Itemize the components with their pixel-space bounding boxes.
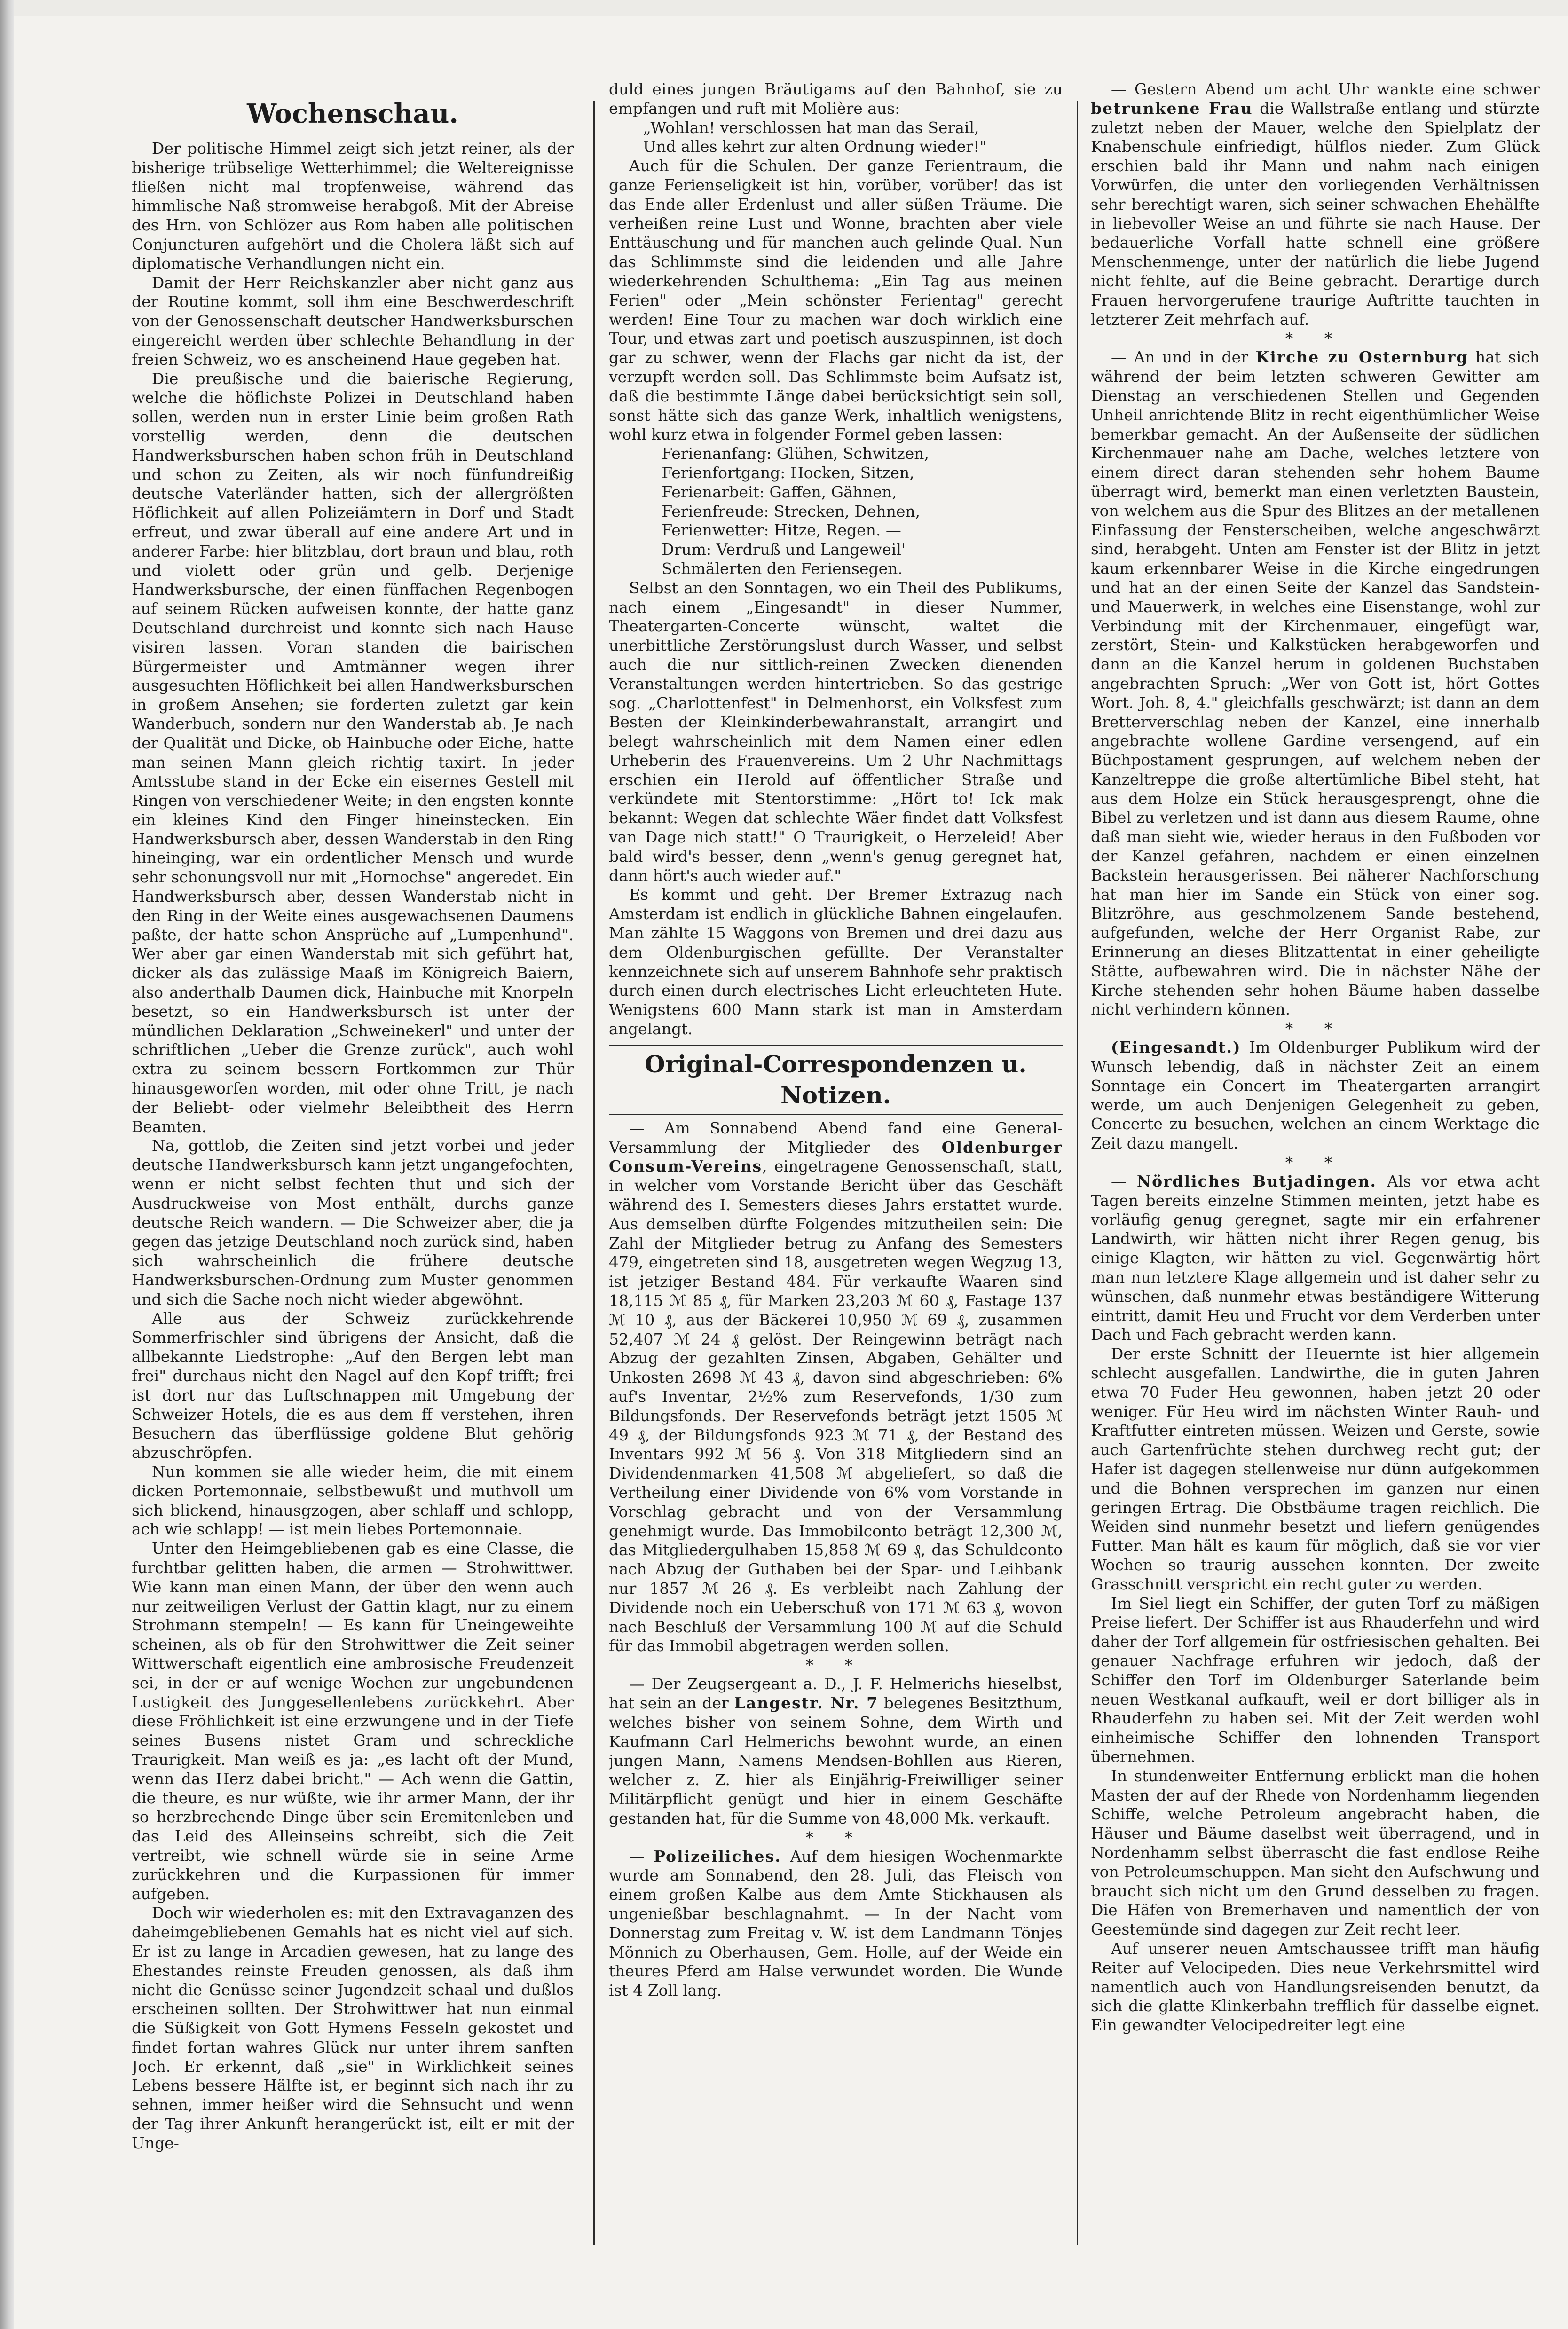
news-item-keyword: Langestr. Nr. 7	[734, 1693, 879, 1712]
article-paragraph: Unter den Heimgebliebenen gab es eine Classe, die furchtbar gelitten haben, die armen — Strohwittwer. Wie kann man einen Mann, der über den wenn auch nur zeitweiligen Verlust der Gattin klagt, nur zu einem Strohmann stempeln! — Es kann für Uneingeweihte scheinen, als ob für den Strohwittwer die Zeit seiner Wittwerschaft eigentlich eine ambrosische Freudenzeit sei, in der er auf wenige Wochen zur ungebundenen Lustigkeit des Junggesellenlebens zurückkehrt. Aber diese Fröhlichkeit ist eine erzwungene und in der Tiefe seines Busens nistet Gram und schreckliche Traurigkeit. Man weiß es ja: „es lacht oft der Mund, wenn das Herz dabei bricht." — Ach wenn die Gattin, die theure, es nur wüßte, wie ihr armer Mann, der ihr so herzbrechende Dinge über sein Eremitenleben und das Leid des Alleinseins schreibt, sich die Zeit vertreibt, wie schnell würde sie in seine Arme zurückkehren und die Kurpassionen für immer aufgeben.	[132, 1539, 574, 1903]
formula-line: Ferienarbeit: Gaffen, Gähnen,	[662, 482, 897, 501]
news-item-lead: — Der Zeugsergeant a. D., J. F. Helmerichs hieselbst, hat sein an der	[609, 1675, 1063, 1712]
article-paragraph: Auf unserer neuen Amtschaussee trifft man häufig Reiter auf Velocipeden. Dies neue Verkehrsmittel wird namentlich auch von Handlungsreisenden benutzt, da sich die glatte Klinkerbahn trefflich für dasselbe eignet. Ein gewandter Velocipedreiter legt eine	[1091, 1939, 1540, 2035]
column-rule	[593, 101, 595, 2245]
news-item-butjadingen	[1091, 1172, 1540, 1345]
column-rule	[1077, 101, 1078, 2245]
formula-line: Ferienanfang: Glühen, Schwitzen,	[662, 444, 929, 463]
article-paragraph: Doch wir wiederholen es: mit den Extravaganzen des daheimgebliebenen Gemahls hat es nicht viel auf sich. Er ist zu lange in Arcadien gewesen, hat zu lange des Ehestandes reinste Freuden genossen, als daß ihm nicht die Genüsse seiner Jugendzeit schaal und dußlos erscheinen sollten. Der Strohwittwer hat nun einmal die Süßigkeit von Gott Hymens Fesseln gekostet und findet fortan wahres Glück nur unter ihrem sanften Joch. Er erkennt, daß „sie" in Wirklichkeit seines Lebens bessere Hälfte ist, er beginnt sich nach ihr zu sehnen, immer heißer wird die Sehnsucht und wenn der Tag ihrer Ankunft herangerückt ist, eilt er mit der Unge-	[132, 1904, 574, 2152]
formula-line: Ferienwetter: Hitze, Regen. —	[662, 521, 901, 540]
news-item-lead: — Am Sonnabend Abend fand eine General-Versammlung der Mitglieder des	[609, 1118, 1063, 1157]
news-item-text: hat sich während der beim letzten schweren Gewitter am Dienstag an verschiedenen Stellen und Gegenden Unheil anrichtende Blitz in recht eigenthümlicher Weise bemerkbar gemacht. An der Außenseite der südlichen Kirchenmauer nahe am Dache, welches letztere von einem direct daran stehenden sehr hohem Baume überragt wird, bemerkt man einen verletzten Baustein, von welchem aus die Spur des Blitzes an der metallenen Einfassung der Fensterscheiben, welche angeschwärzt sind, herabgeht. Unten am Fenster ist der Blitz in jetzt kaum erkennbarer Weise in die Kirche eingedrungen und hat an der einen Seite der Kanzel das Sandstein- und Mauerwerk, in welches eine Eisenstange, wohl zur Verbindung mit der Kirchenmauer, eingefügt war, zerstört, Stein- und Kalkstücken herabgeworfen und dann an die Kanzel herum in goldenen Buchstaben angebrachten Spruch: „Wer von Gott ist, hört Gottes Wort. Joh. 8, 4." gleichfalls geschwärzt; ist dann an dem Bretterverschlag neben der Kanzel, eine innerhalb angebrachte wollene Gardine versengend, auf ein Büchpostament gesprungen, auf welchem neben der Kanzeltreppe die große altertümliche Bibel steht, hat aus dem Holze ein Stück herausgesprengt, ohne die Bibel zu verletzen und ist dann aus diesem Raume, ohne daß man sieht wie, wieder heraus in den Fußboden vor der Kanzel gefahren, nachdem er einen einzelnen Backstein herausgerissen. Bei näherer Nachforschung hat man hier im Sande ein Stück von einer sog. Blitzröhre, aus geschmolzenem Sande bestehend, aufgefunden, welche der Herr Organist Rabe, zur Erinnerung an dieses Blitzattentat in einer geheiligte Stätte, aufbewahren wird. Die in nächster Nähe der Kirche stehenden sehr hohen Bäume haben dasselbe nicht verhindern können.	[1091, 348, 1540, 1019]
news-item-keyword: Nördliches Butjadingen.	[1136, 1172, 1377, 1191]
formula-line: Ferienfreude: Strecken, Dehnen,	[662, 502, 921, 520]
news-item-keyword: Oldenburger Consum-Vereins	[609, 1138, 1063, 1176]
news-item-text: Auf dem hiesigen Wochenmarkte wurde am Sonnabend, den 28. Juli, das Fleisch von einem großen Kalbe aus dem Amte Stickhausen als ungenießbar beschlagnahmt. — In der Nacht vom Donnerstag zum Freitag v. W. ist dem Landmann Tönjes Mönnich zu Oberhausen, Gem. Holle, auf der Weide ein theures Pferd am Halse verwundet worden. Die Wunde ist 4 Zoll lang.	[609, 1847, 1063, 2000]
article-paragraph: Alle aus der Schweiz zurückkehrende Sommerfrischler sind übrigens der Ansicht, daß die allbekannte Liedstrophe: „Auf den Bergen lebt man frei" durchaus nicht den Nagel auf den Kopf trifft; frei ist dort nur das Luftschnappen mit Umgebung der Schweizer Hotels, die es aus dem ff verstehen, ihren Besuchern das überflüssige goldene Blut gehörig abzuschröpfen.	[132, 1309, 574, 1462]
section-heading-correspondenzen: Original-Correspondenzen u. Notizen.	[609, 1045, 1063, 1115]
news-item-keyword: (Eingesandt.)	[1111, 1038, 1241, 1057]
news-item-consum-verein	[609, 1119, 1063, 1656]
article-paragraph: duld eines jungen Bräutigams auf den Bahnhof, sie zu empfangen und ruft mit Molière aus:	[609, 80, 1063, 118]
news-item-keyword: Kirche zu Osternburg	[1255, 348, 1468, 367]
formula-line: Schmälerten den Feriensegen.	[662, 559, 903, 578]
section-heading-wochenschau: Wochenschau.	[247, 98, 458, 129]
formula-line: Drum: Verdruß und Langeweil'	[662, 540, 906, 559]
verse-line: Und alles kehrt zur alten Ordnung wieder!"	[643, 137, 987, 156]
separator-stars: * *	[805, 1656, 866, 1675]
verse-line: „Wohlan! verschlossen hat man das Serail,	[643, 118, 979, 137]
news-item-text: , eingetragene Genossenschaft, statt, in welcher vom Vorstande Bericht über das Geschäft während des I. Semesters dieses Jahrs erstattet wurde. Aus demselben dürfte Folgendes mitzutheilen sein: Die Zahl der Mitglieder betrug zu Anfang des Semesters 479, eingetreten sind 18, ausgetreten wegen Wegzug 13, ist jetziger Bestand 484. Für verkaufte Waaren sind 18,115 ℳ 85 ₰, für Marken 23,203 ℳ 60 ₰, Fastage 137 ℳ 10 ₰, aus der Bäckerei 10,950 ℳ 69 ₰, zusammen 52,407 ℳ 24 ₰ gelöst. Der Reingewinn beträgt nach Abzug der gezahlten Zinsen, Abgaben, Gehälter und Unkosten 2698 ℳ 43 ₰, davon sind abgeschrieben: 6% auf's Inventar, 2½% zum Reservefonds, 1/30 zum Bildungsfonds. Der Reservefonds beträgt jetzt 1505 ℳ 49 ₰, der Bildungsfonds 923 ℳ 71 ₰, der Bestand des Inventars 992 ℳ 56 ₰. Von 318 Mitgliedern sind an Dividendenmarken 41,508 ℳ abgeliefert, so daß die Vertheilung einer Dividende von 6% vom Vorstande in Vorschlag gebracht und von der Versammlung genehmigt wurde. Das Immobilconto beträgt 12,300 ℳ, das Mitgliedergulhaben 15,858 ℳ 69 ₰, das Schuldconto nach Abzug der Guthaben bei der Spar- und Leihbank nur 1857 ℳ 26 ₰. Es verbleibt nach Zahlung der Dividende noch ein Ueberschuß von 171 ℳ 63 ₰, wovon nach Beschluß der Versammlung 100 ℳ auf die Schuld für das Immobil abgetragen werden sollen.	[609, 1157, 1063, 1655]
column-3	[1091, 80, 1540, 2290]
formula-line: Ferienfortgang: Hocken, Sitzen,	[662, 463, 914, 482]
article-paragraph: Nun kommen sie alle wieder heim, die mit einem dicken Portemonnaie, selbstbewußt und muthvoll um sich blickend, hinausgzogen, aber schlaff und schlopp, ach wie schlapp! — ist mein liebes Portemonnaie.	[132, 1462, 574, 1539]
article-paragraph: In stundenweiter Entfernung erblickt man die hohen Masten der auf der Rhede von Nordenhamm liegenden Schiffe, welche Petroleum angebracht haben, die Häuser und Bäume daselbst weit überragend, und in Nordenhamm selbst überrascht die fast endlose Reihe von Petroleumschuppen. Man sieht den Aufschwung und braucht sich nicht um den Grund desselben zu fragen. Die Häfen von Bremerhaven und namentlich der von Geestemünde sind dagegen zur Zeit recht leer.	[1091, 1766, 1540, 1939]
news-item-text: Im Oldenburger Publikum wird der Wunsch lebendig, daß in nächster Zeit an einem Sonntage ein Concert im Theatergarten arrangirt werde, um auch Denjenigen Gelegenheit zu geben, Concerte zu besuchen, welchen an einem Werktage die Zeit dazu mangelt.	[1091, 1038, 1540, 1153]
column-1	[132, 80, 574, 2290]
news-item-lead: —	[1111, 1172, 1137, 1191]
news-item-betrunkene-frau	[1091, 80, 1540, 329]
news-item-helmerichs	[609, 1675, 1063, 1828]
page-edge-shadow	[0, 0, 14, 2329]
news-item-polizeiliches	[609, 1847, 1063, 2000]
article-paragraph: Der politische Himmel zeigt sich jetzt reiner, als der bisherige trübselige Wetterhimmel; die Weltereignisse fließen nicht mal tropfenweise, während das himmlische Naß stromweise herabgoß. Mit der Abreise des Hrn. von Schlözer aus Rom haben alle politischen Conjuncturen aufgehört und die Cholera läßt sich auf diplomatische Verhandlungen nicht ein.	[132, 139, 574, 273]
article-paragraph: Die preußische und die baierische Regierung, welche die höflichste Polizei in Deutschland haben sollen, werden nun in erster Linie beim großen Rath vorstellig werden, denn die deutschen Handwerksburschen haben schon früh in Deutschland und schon zu Zeiten, als wir noch fünfundreißig deutsche Vaterländer hatten, sich der allergrößten Höflichkeit auf allen Polizeiämtern in Dorf und Stadt erfreut, und zwar überall auf eine andere Art und in anderer Farbe: hier blitzblau, dort braun und blau, roth und violett oder grün und gelb. Derjenige Handwerksbursche, der einen fünffachen Regenbogen auf seinem Rücken aufweisen konnte, der hatte ganz Deutschland durchreist und konnte sich nach Hause visiren lassen. Voran standen die bairischen Bürgermeister und Amtmänner wegen ihrer ausgesuchten Höflichkeit bei allen Handwerksburschen in großem Ansehen; sie forderten zuletzt gar kein Wanderbuch, sondern nur den Wanderstab ab. Je nach der Qualität und Dicke, ob Hainbuche oder Eiche, hatte man seinen Mann gleich richtig taxirt. In jeder Amtsstube stand in der Ecke ein eisernes Gestell mit Ringen von verschiedener Weite; in den engsten konnte ein kleines Kind den Finger hineinstecken. Ein Handwerksbursch aber, dessen Wanderstab in den Ring hineinging, war ein ordentlicher Mensch und wurde sehr schonungsvoll nur mit „Hornochse" angeredet. Ein Handwerksbursch aber, dessen Wanderstab nicht in den Ring in der Weite eines ausgewachsenen Daumens paßte, der hatte schon Ansprüche auf „Lumpenhund". Wer aber gar einen Wanderstab mit sich geführt hat, dicker als das zulässige Maaß im Königreich Baiern, also anderthalb Daumen dick, Hainbuche mit Knorpeln besetzt, so ein Handwerksbursch ist unter der mündlichen Deklaration „Schweinekerl" und unter der schriftlichen „Ueber die Grenze zurück", auch wohl extra zu seinem bessern Fortkommen zur Thür hinausgeworfen worden, mit oder ohne Tritt, je nach der Beliebt- oder vielmehr Beleibtheit des Herrn Beamten.	[132, 369, 574, 1136]
news-item-text: belegenes Besitzthum, welches bisher von seinem Sohne, dem Wirth und Kaufmann Carl Helmerichs bewohnt wurde, an einen jungen Mann, Namens Mendsen-Bohllen aus Rieren, welcher z. Z. hier als Einjährig-Freiwilliger seiner Militärpflicht genügt und hier in einem Geschäfte gestanden hat, für die Summe von 48,000 Mk. verkauft.	[609, 1693, 1063, 1827]
news-item-keyword: Polizeiliches.	[654, 1847, 781, 1865]
column-2	[609, 80, 1063, 2290]
separator-stars: * *	[805, 1828, 866, 1847]
separator-stars: * *	[1285, 1153, 1346, 1172]
news-item-kirche-osternburg	[1091, 348, 1540, 1019]
article-paragraph: Es kommt und geht. Der Bremer Extrazug nach Amsterdam ist endlich in glückliche Bahnen eingelaufen. Man zählte 15 Waggons von Bremen und drei dazu aus dem Oldenburgischen gefüllte. Der Veranstalter kennzeichnete sich auf unserem Bahnhofe sehr praktisch durch einen durch electrisches Licht erleuchteten Hute. Wenigstens 600 Mann stark ist man in Amsterdam angelangt.	[609, 885, 1063, 1039]
news-item-text: die Wallstraße entlang und stürzte zuletzt neben der Mauer, welche den Spielplatz der Knabenschule einfriedigt, hülflos nieder. Zum Glück erschien bald ihr Mann und nahm nach einigen Vorwürfen, die unter den vorliegenden Verhältnissen sehr berechtigt waren, sich seiner schwachen Ehehälfte in liebevoller Weise an und führte sie nach Hause. Der bedauerliche Vorfall hatte schnell eine größere Menschenmenge, unter der natürlich die liebe Jugend nicht fehlte, auf die Beine gebracht. Derartige durch Frauen hervorgerufene traurige Auftritte tauchten in letzterer Zeit mehrfach auf.	[1091, 99, 1540, 329]
article-paragraph: Na, gottlob, die Zeiten sind jetzt vorbei und jeder deutsche Handwerksbursch kann jetzt ungangefochten, wenn er nicht selbst fechten thut und sich der Ausdruckweise von Most enthält, durchs ganze deutsche Reich wandern. — Die Schweizer aber, die ja gegen das jetzige Deutschland noch zurück sind, haben sich wahrscheinlich die frühere deutsche Handwerksburschen-Ordnung zum Muster genommen und sich die Sache noch nicht wieder abgewöhnt.	[132, 1136, 574, 1308]
news-item-keyword: betrunkene Frau	[1091, 99, 1253, 118]
news-item-eingesandt	[1091, 1038, 1540, 1153]
news-item-lead: — Gestern Abend um acht Uhr wankte eine schwer	[1111, 80, 1540, 98]
news-item-text: Als vor etwa acht Tagen bereits einzelne Stimmen meinten, jetzt habe es vorläufig genug geregnet, sagte mir ein erfahrener Landwirth, wir hätten nicht ihrer Regen genug, bis einige Klagten, wir hätten zu viel. Gegenwärtig hört man nun letztere Klage allgemein und ist daher sehr zu wünschen, daß nunmehr etwas beständigere Witterung eintritt, damit Heu und Frucht vor dem Verderben unter Dach und Fach gebracht werden kann.	[1091, 1172, 1540, 1344]
article-paragraph: Damit der Herr Reichskanzler aber nicht ganz aus der Routine kommt, soll ihm eine Beschwerdeschrift von der Genossenschaft deutscher Handwerksburschen eingereicht werden über schlechte Behandlung in der freien Schweiz, wo es anscheinend Haue gegeben hat.	[132, 273, 574, 369]
news-item-lead: — An und in der	[1111, 348, 1256, 367]
separator-stars: * *	[1285, 1019, 1346, 1038]
separator-stars: * *	[1285, 329, 1346, 348]
page-top-margin	[14, 0, 1568, 16]
article-paragraph: Selbst an den Sonntagen, wo ein Theil des Publikums, nach einem „Eingesandt" in dieser Nummer, Theatergarten-Concerte wünscht, waltet die unerbittliche Zerstörungslust durch Wasser, und selbst auch die nur sittlich-reinen Zwecken dienenden Veranstaltungen werden hintertrieben. So das gestrige sog. „Charlottenfest" in Delmenhorst, ein Volksfest zum Besten der Kleinkinderbewahranstalt, arrangirt und belegt wahrscheinlich mit dem Namen einer edlen Urheberin des Frauenvereins. Um 2 Uhr Nachmittags erschien ein Herold auf öffentlicher Straße und verkündete mit Stentorstimme: „Hört to! Ick mak bekannt: Wegen dat schlechte Wäer findet datt Volksfest van Dage nich statt!" O Traurigkeit, o Herzeleid! Aber bald wird's besser, denn „wenn's genug geregnet hat, dann hört's auch wieder auf."	[609, 578, 1063, 885]
article-paragraph: Der erste Schnitt der Heuernte ist hier allgemein schlecht ausgefallen. Landwirthe, die in guten Jahren etwa 70 Fuder Heu gewonnen, haben jetzt 20 oder weniger. Für Heu wird im nächsten Winter Rauh- und Kraftfutter eintreten müssen. Weizen und Gerste, sowie auch Gartenfrüchte stehen durchweg recht gut; der Hafer ist dagegen stellenweise nur dünn aufgekommen und die Bohnen versprechen im ganzen nur einen geringen Ertrag. Die Obstbäume tragen reichlich. Die Weiden sind nunmehr besetzt und liefern genügendes Futter. Man hält es kaum für möglich, daß sie vor vier Wochen so traurig aussehen konnten. Der zweite Grasschnitt verspricht ein recht guter zu werden.	[1091, 1345, 1540, 1593]
news-item-lead: —	[629, 1847, 654, 1865]
article-paragraph: Auch für die Schulen. Der ganze Ferientraum, die ganze Ferienseligkeit ist hin, vorüber, vorüber! das ist das Ende aller Erdenlust und aller süßen Träume. Die verheißen reine Lust und Wonne, brachten aber viele Enttäuschung und für manchen auch gelinde Qual. Nun das Schlimmste sind die leidenden und alle Jahre wiederkehrenden Schulthema: „Ein Tag aus meinen Ferien" oder „Mein schönster Ferientag" gerecht werden! Eine Tour zu machen war doch wirklich eine Tour, und etwas zart und poetisch auszuspinnen, ist doch gar zu schwer, wenn der Flachs gar nicht da ist, der verzupft werden soll. Das Schlimmste beim Aufsatz ist, daß die bestimmte Länge dabei berücksichtigt sein soll, sonst hätte sich das ganze Werk, inhaltlich wenigstens, wohl kurz etwa in folgender Formel geben lassen:	[609, 157, 1063, 444]
article-paragraph: Im Siel liegt ein Schiffer, der guten Torf zu mäßigen Preise liefert. Der Schiffer ist aus Rhauderfehn und wird daher der Torf allgemein für ostfriesischen gehalten. Bei genauer Nachfrage erfuhren wir jedoch, daß der Schiffer den Torf im Oldenburger Saterlande beim neuen Westkanal aufkauft, weil er dort billiger als in Rhauderfehn zu haben sei. Mit der Zeit werden wohl einheimische Schiffer den lohnenden Transport übernehmen.	[1091, 1594, 1540, 1766]
